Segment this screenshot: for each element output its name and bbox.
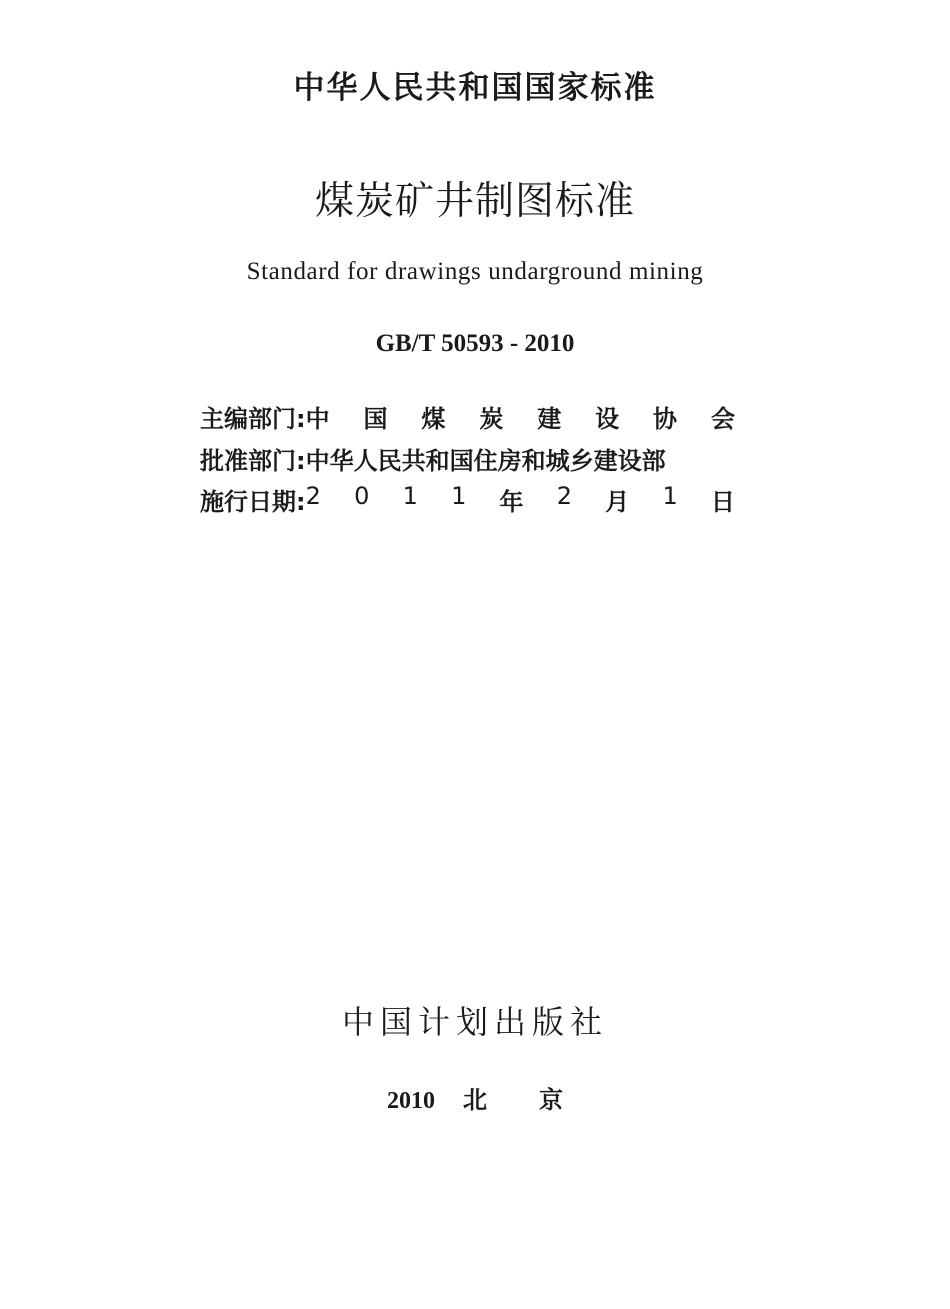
effective-date-label: 施行日期:: [200, 487, 306, 516]
editor-char: 建: [537, 404, 562, 433]
date-char: 2: [556, 481, 573, 510]
editor-row: [200, 399, 735, 433]
editor-char: 炭: [479, 404, 504, 433]
standard-code: GB/T 50593 - 2010: [375, 330, 575, 357]
publication-year: 2010: [387, 1088, 435, 1114]
approver-value: 中华人民共和国住房和城乡建设部: [305, 446, 666, 475]
editor-char: 设: [595, 404, 620, 433]
editor-char: 煤: [421, 404, 446, 433]
document-title-english: Standard for drawings undarground mining: [246, 258, 704, 285]
editor-char: 中: [305, 404, 330, 433]
document-title-chinese: 煤炭矿井制图标准: [314, 179, 635, 224]
publication-city-char: 京: [539, 1086, 563, 1114]
date-char: 1: [451, 481, 467, 510]
date-char: 年: [499, 487, 524, 516]
approver-label: 批准部门:: [200, 446, 306, 475]
editor-label: 主编部门:: [200, 404, 306, 433]
date-char: 月: [605, 487, 630, 516]
date-char: 2: [305, 481, 321, 510]
publication-city-char: 北: [463, 1086, 487, 1114]
date-char: 日: [710, 487, 735, 516]
date-char: 1: [662, 481, 678, 510]
editor-value: [306, 399, 735, 434]
publication-place-year: [0, 1080, 950, 1115]
editor-char: 国: [363, 404, 388, 433]
effective-date-row: [200, 482, 735, 516]
approver-row: [200, 441, 735, 475]
publisher-name: 中国计划出版社: [341, 1003, 608, 1041]
effective-date-value: [306, 482, 735, 517]
standard-category-header: 中华人民共和国国家标准: [293, 70, 657, 106]
date-char: 0: [354, 481, 370, 510]
editor-char: 会: [710, 404, 735, 433]
editor-char: 协: [653, 404, 678, 433]
date-char: 1: [402, 481, 418, 510]
